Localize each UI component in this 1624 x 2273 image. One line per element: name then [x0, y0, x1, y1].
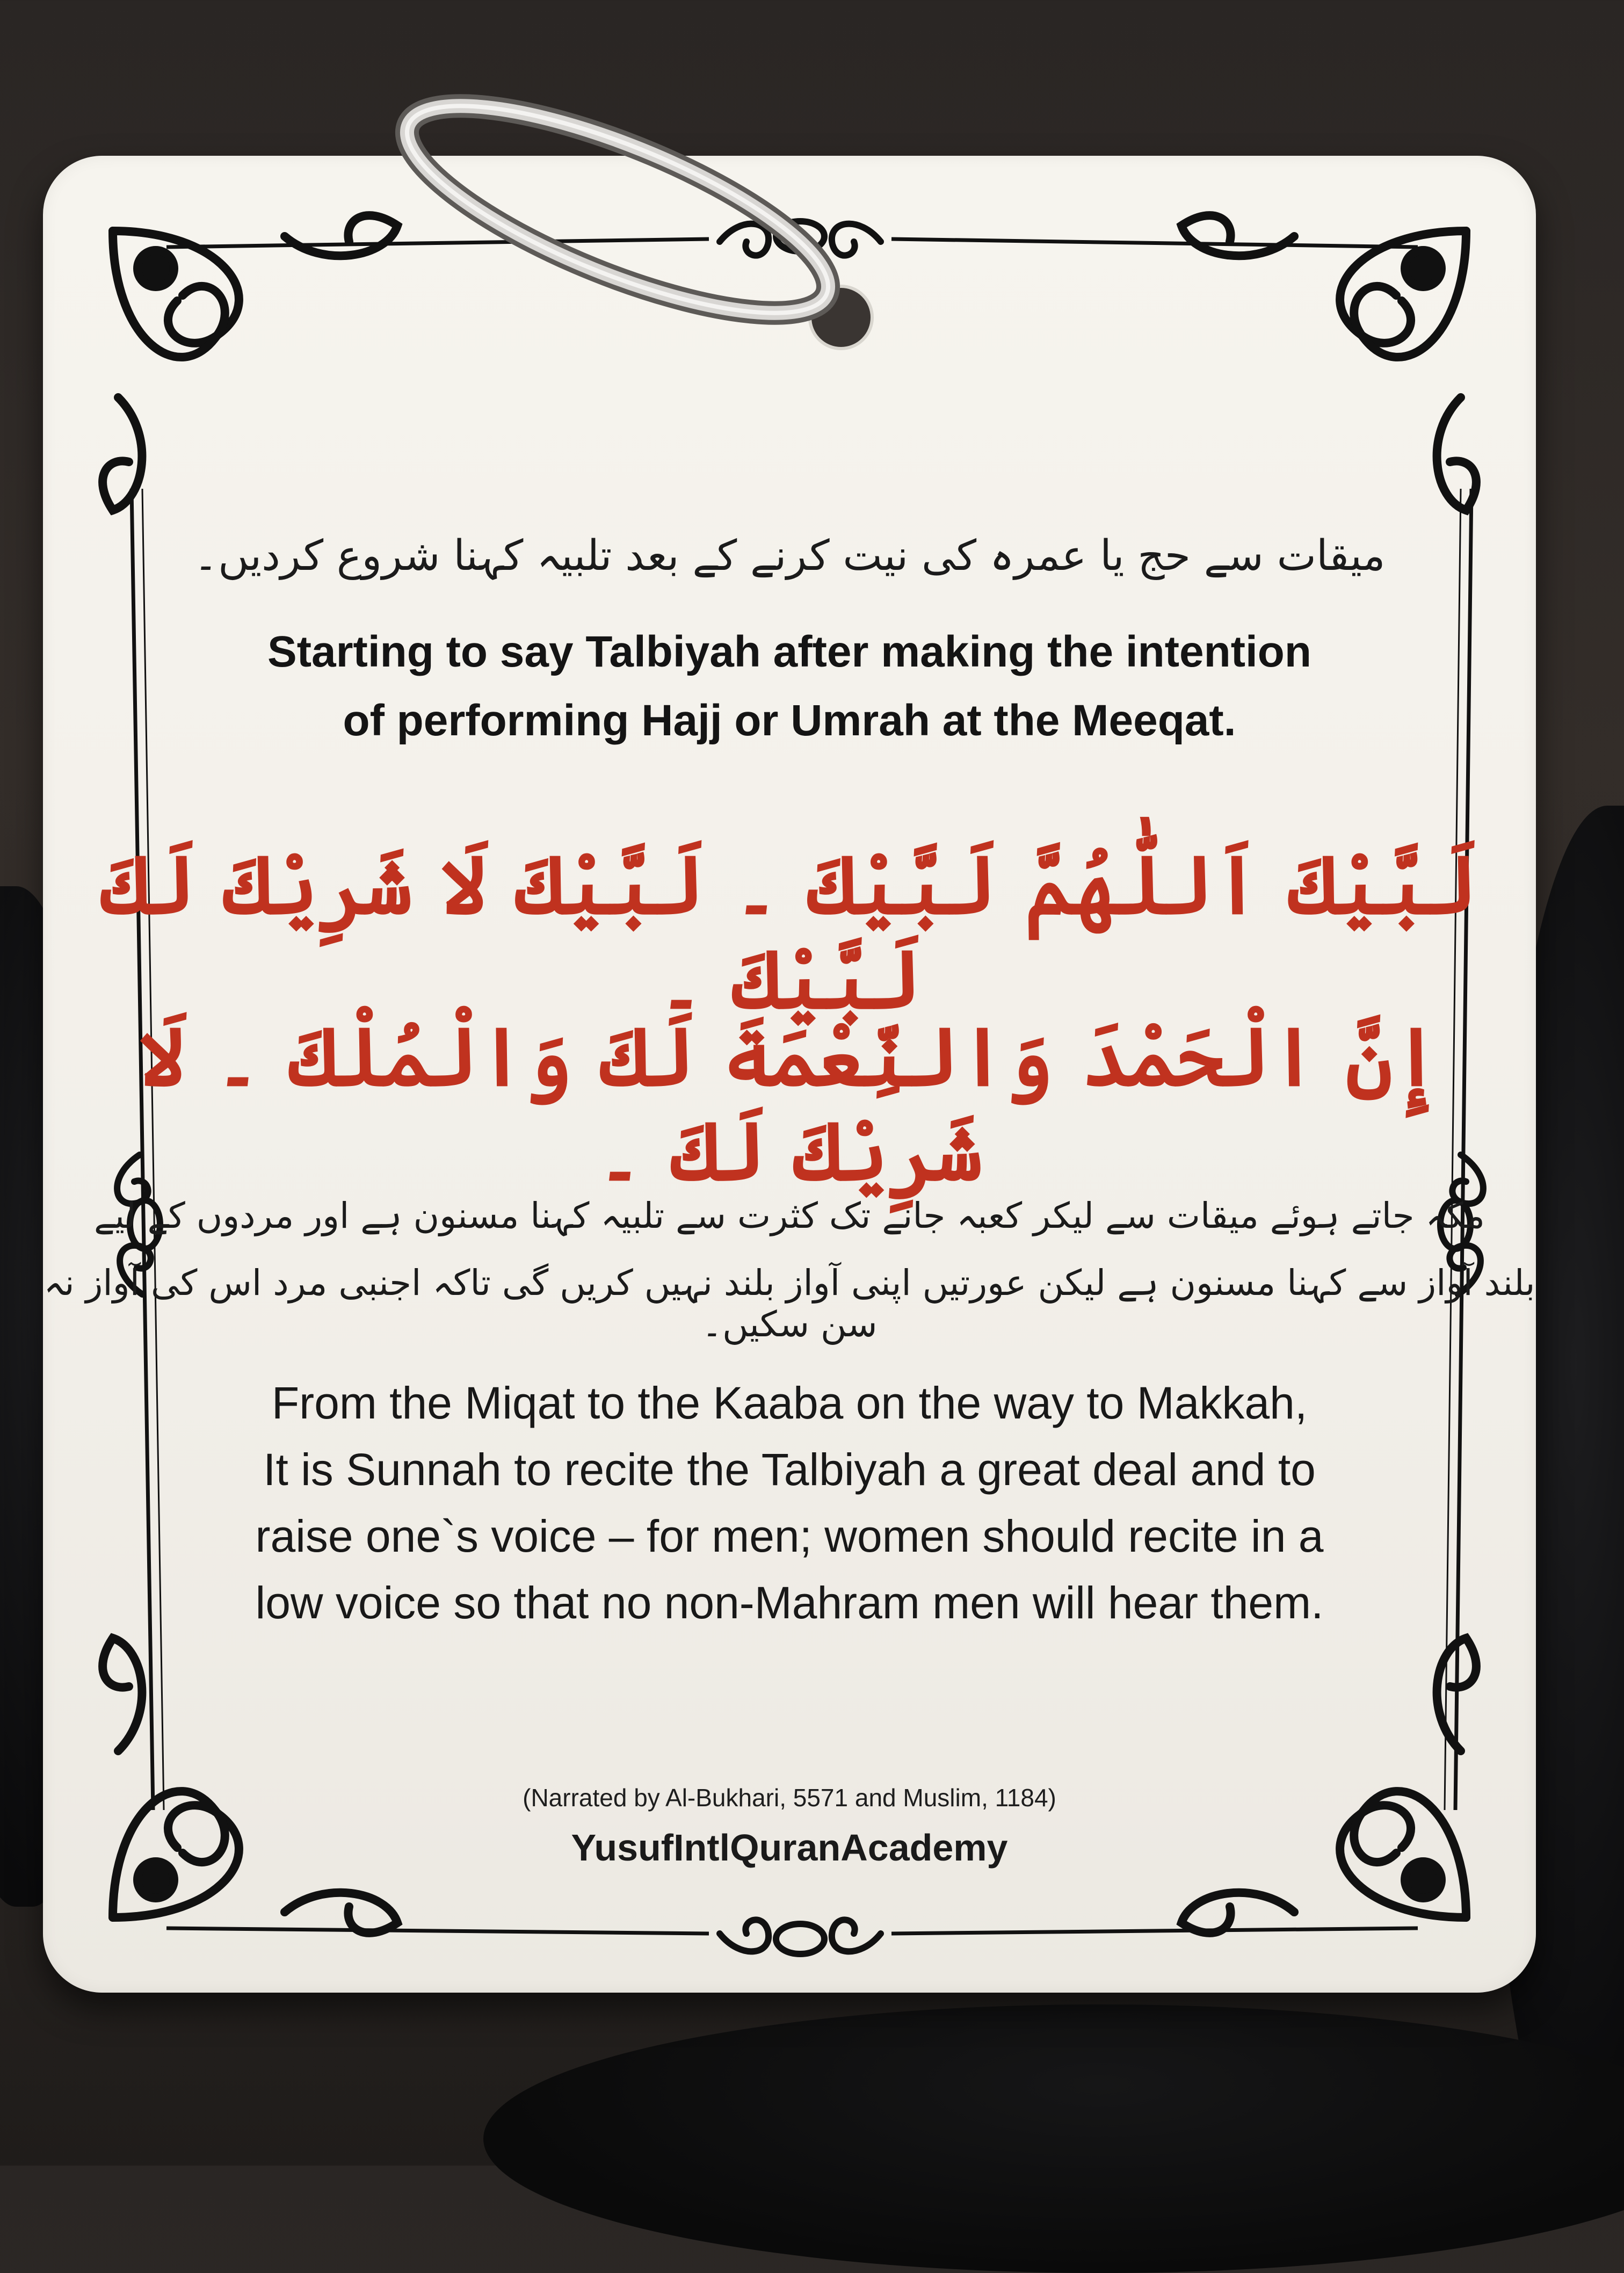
english-title-line-1: Starting to say Talbiyah after making the intention: [267, 627, 1311, 676]
english-body-line-4: low voice so that no non-Mahram men will hear them.: [255, 1577, 1324, 1628]
english-body-line-1: From the Miqat to the Kaaba on the way to Makkah,: [271, 1378, 1308, 1428]
brand-name: YusufIntlQuranAcademy: [571, 1827, 1008, 1869]
narration-citation: (Narrated by Al-Bukhari, 5571 and Muslim, 1184): [523, 1784, 1056, 1812]
talbiyah-arabic-line-1: لَبَّيْكَ اَللّٰهُمَّ لَبَّيْكَ ۔ لَبَّيْكَ لَا شَرِيْكَ لَكَ لَبَّيْكَ ۔: [101, 838, 1478, 1027]
urdu-body-line-1: مکہ جاتے ہوئے میقات سے لیکر کعبہ جانے تک کثرت سے تلبیہ کہنا مسنون ہے اور مردوں کے لیے: [94, 1195, 1485, 1236]
talbiyah-arabic-line-2: إِنَّ الْحَمْدَ وَالنِّعْمَةَ لَكَ وَالْمُلْكَ ۔ لَا شَرِيْكَ لَكَ ۔: [139, 1010, 1440, 1199]
english-title-line-2: of performing Hajj or Umrah at the Meeqat.: [343, 696, 1236, 745]
english-body-line-3: raise one`s voice – for men; women should recite in a: [255, 1511, 1324, 1561]
urdu-body-line-2: بلند آواز سے کہنا مسنون ہے لیکن عورتیں اپنی آواز بلند نہیں کریں گی تاکہ اجنبی مرد اس کی آواز نہ سن سکیں۔: [44, 1262, 1535, 1345]
english-body-line-2: It is Sunnah to recite the Talbiyah a great deal and to: [263, 1444, 1316, 1495]
urdu-heading: میقات سے حج یا عمرہ کی نیت کرنے کے بعد تلبیہ کہنا شروع کردیں۔: [193, 532, 1386, 580]
